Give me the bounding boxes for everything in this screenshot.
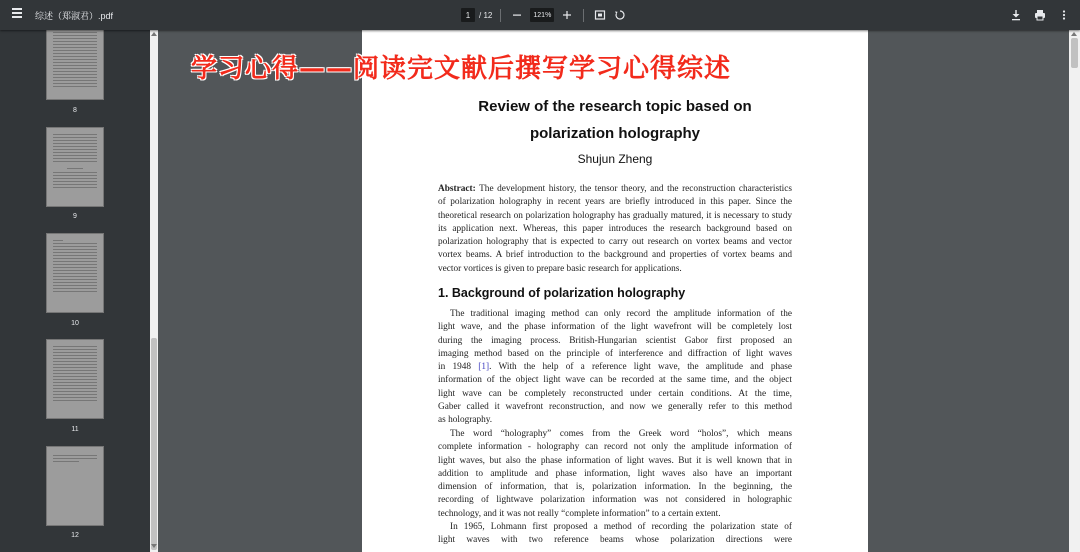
abstract-line: theoretical research on polarization holography has gradually matured, it is necessary to study xyxy=(438,210,792,221)
print-icon xyxy=(1034,9,1046,21)
abstract-line: polarization holography that is expected to carry out research on vortex beams and vector xyxy=(438,237,792,248)
paragraph-1 xyxy=(438,308,792,428)
zoom-in-button[interactable] xyxy=(559,7,575,23)
paragraph-line: dimension of information, that is, polarization information. In the beginning, the xyxy=(438,482,792,493)
abstract-line: of polarization holography in recent years are briefly introduced in this paper. Since the xyxy=(438,197,792,208)
abstract-label: Abstract: xyxy=(438,184,476,194)
thumbnail-label: 9 xyxy=(73,213,77,220)
paragraph-line: light wave can be completely reconstructed under certain conditions. At the time, xyxy=(438,388,792,399)
pdf-toolbar xyxy=(0,0,1080,30)
sidebar-scrollbar[interactable] xyxy=(150,30,158,552)
abstract-line: The development history, the tensor theory, and the reconstruction characteristics xyxy=(479,184,793,194)
fit-page-icon xyxy=(594,9,606,21)
toolbar-divider xyxy=(583,9,584,22)
abstract-line: its application next. Whereas, this paper introduces the research background based on xyxy=(438,223,792,234)
section-heading: 1. Background of polarization holography xyxy=(438,286,686,300)
page-number-input[interactable]: 1 xyxy=(461,8,475,22)
download-button[interactable] xyxy=(1008,7,1024,23)
page-total: / 12 xyxy=(479,10,493,20)
paragraph-line: light wave, and the phase information of the light wavefront will be completely lost xyxy=(438,322,792,333)
citation-link[interactable]: [1] xyxy=(478,362,490,373)
paragraph-3 xyxy=(438,521,792,548)
paragraph-line: The word “holography” comes from the Greek word “holos”, which means xyxy=(450,429,792,439)
paragraph-line: complete information - holography can record not only the amplitude information of xyxy=(438,442,792,453)
thumbnail-label: 10 xyxy=(71,320,79,327)
page-thumbnail-10[interactable] xyxy=(46,233,104,313)
thumbnail-label: 12 xyxy=(71,532,79,539)
download-icon xyxy=(1010,9,1022,21)
paragraph-line: as holography. xyxy=(438,415,493,426)
scroll-up-arrow[interactable] xyxy=(151,32,157,36)
scroll-up-arrow[interactable] xyxy=(1071,32,1077,36)
paper-author: Shujun Zheng xyxy=(577,152,653,166)
paragraph-line: addition to amplitude and phase information, light waves also have an important xyxy=(438,468,792,479)
paragraph-line: light waves, but also the phase information of light waves. But it is well known that in xyxy=(438,455,792,466)
paragraph-line: technology, and it was not really “complete information” to a certain extent. xyxy=(438,508,721,519)
zoom-out-button[interactable] xyxy=(509,7,525,23)
rotate-button[interactable] xyxy=(612,7,628,23)
page-thumbnail-9[interactable] xyxy=(46,127,104,207)
document-scrollbar[interactable] xyxy=(1069,30,1080,552)
fit-to-page-button[interactable] xyxy=(592,7,608,23)
page-thumbnail-11[interactable] xyxy=(46,339,104,419)
paragraph-line: imaging method based on the principle of interference and diffraction of light waves xyxy=(438,348,792,359)
sidebar-scrollbar-thumb[interactable] xyxy=(151,338,157,550)
abstract xyxy=(438,183,792,276)
paragraph-line: information of the object light wave can be recorded at the same time, and the object xyxy=(438,375,792,386)
page-thumbnail-12[interactable] xyxy=(46,446,104,526)
thumbnail-label: 11 xyxy=(71,426,79,433)
zoom-level-input[interactable]: 121% xyxy=(530,8,554,22)
paragraph-line: during the imaging process. British-Hungarian scientist Gabor first proposed an xyxy=(438,335,792,346)
menu-icon[interactable] xyxy=(12,8,22,22)
minus-icon xyxy=(512,10,522,20)
more-vert-icon xyxy=(1058,9,1070,21)
page-thumbnail-8[interactable] xyxy=(46,30,104,100)
paragraph-line: In 1965, Lohmann first proposed a method of recording the polarization state of xyxy=(450,522,792,532)
paragraph-line: Gaber called it wavefront reconstruction, and now we generally refer to this method xyxy=(438,402,792,413)
paragraph-line: . With the help of a reference light wave, the amplitude and phase xyxy=(489,362,792,373)
pdf-page xyxy=(362,30,868,552)
abstract-line: vortex beams. A brief introduction to the background and properties of vortex beams and xyxy=(438,250,792,261)
page-zoom-controls xyxy=(461,7,628,23)
toolbar-actions xyxy=(1008,7,1072,23)
toolbar-divider xyxy=(500,9,501,22)
paper-title-line1: Review of the research topic based on xyxy=(478,98,752,115)
paper-title-line2: polarization holography xyxy=(529,125,700,142)
paragraph-2 xyxy=(438,428,792,521)
document-filename: 综述（郑淑君）.pdf xyxy=(35,11,114,21)
abstract-line: vector vortices is given to prepare basic research for applications. xyxy=(438,263,682,274)
study-notes-banner: 学习心得——阅读完文献后撰写学习心得综述 xyxy=(191,54,732,84)
thumbnail-sidebar xyxy=(0,30,150,552)
more-actions-button[interactable] xyxy=(1056,7,1072,23)
print-button[interactable] xyxy=(1032,7,1048,23)
document-scrollbar-thumb[interactable] xyxy=(1071,38,1078,68)
scroll-down-arrow[interactable] xyxy=(151,544,157,548)
paragraph-line: The traditional imaging method can only record the amplitude information of the xyxy=(450,309,792,319)
paragraph-line: in 1948 xyxy=(438,362,472,373)
paragraph-line: light waves with two reference beams whose polarization directions were xyxy=(438,535,792,546)
rotate-icon xyxy=(614,9,626,21)
thumbnail-label: 8 xyxy=(73,107,77,114)
plus-icon xyxy=(562,10,572,20)
paragraph-line: recording of lightwave polarization information was not considered in holographic xyxy=(438,495,792,506)
